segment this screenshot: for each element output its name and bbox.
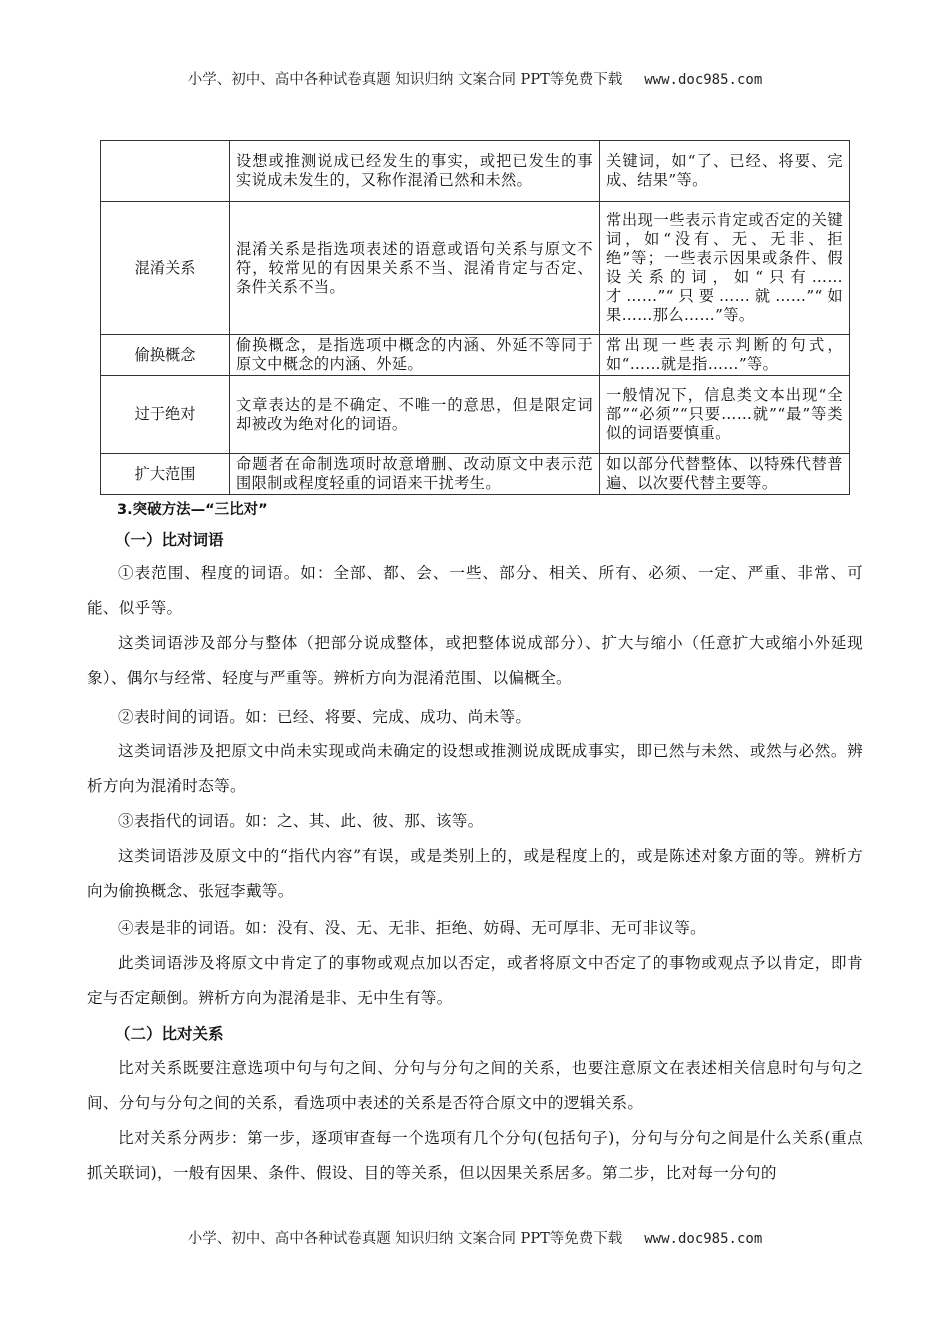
section-title: 3.突破方法—“三比对” [117, 502, 268, 518]
table-row [101, 376, 850, 454]
table-cell-desc: 混淆关系是指选项表述的语意或语句关系与原文不符，较常见的有因果关系不当、混淆肯定与否定、条件关系不当。 [230, 202, 600, 335]
comparison-table [100, 140, 850, 495]
subsection-title-relations: （二）比对关系 [115, 1025, 224, 1043]
table-cell-type [101, 141, 230, 202]
table-cell-type: 过于绝对 [101, 376, 230, 454]
paragraph: 这类词语涉及原文中的“指代内容”有误，或是类别上的，或是程度上的，或是陈述对象方面的等。辨析方向为偷换概念、张冠李戴等。 [87, 847, 863, 900]
table-cell-desc: 文章表达的是不确定、不唯一的意思，但是限定词却被改为绝对化的词语。 [230, 376, 600, 454]
table-cell-key: 关键词，如“了、已经、将要、完成、结果”等。 [600, 141, 850, 202]
paragraph: 这类词语涉及部分与整体（把部分说成整体，或把整体说成部分）、扩大与缩小（任意扩大或缩小外延现象）、偶尔与经常、轻度与严重等。辨析方向为混淆范围、以偏概全。 [87, 634, 863, 687]
header-url[interactable]: www.doc985.com [644, 72, 763, 88]
paragraph: 此类词语涉及将原文中肯定了的事物或观点加以否定，或者将原文中否定了的事物或观点予以肯定，即肯定与否定颠倒。辨析方向为混淆是非、无中生有等。 [87, 954, 863, 1007]
table-row [101, 141, 850, 202]
table-cell-desc: 设想或推测说成已经发生的事实，或把已发生的事实说成未发生的，又称作混淆已然和未然。 [230, 141, 600, 202]
header-text: 小学、初中、高中各种试卷真题 知识归纳 文案合同 PPT等免费下载 [187, 72, 623, 88]
footer-text: 小学、初中、高中各种试卷真题 知识归纳 文案合同 PPT等免费下载 [187, 1231, 623, 1247]
paragraph: ④表是非的词语。如：没有、没、无、无非、拒绝、妨碍、无可厚非、无可非议等。 [118, 919, 707, 937]
paragraph: 比对关系既要注意选项中句与句之间、分句与分句之间的关系，也要注意原文在表述相关信息时句与句之间、分句与分句之间的关系，看选项中表述的关系是否符合原文中的逻辑关系。 [87, 1059, 863, 1112]
table-cell-key: 一般情况下，信息类文本出现“全部”“必须”“只要……就”“最”等类似的词语要慎重。 [600, 376, 850, 454]
table-cell-type: 偷换概念 [101, 335, 230, 376]
paragraph: ③表指代的词语。如：之、其、此、彼、那、该等。 [118, 812, 484, 830]
page-header [0, 68, 950, 89]
table-row [101, 454, 850, 495]
paragraph: ①表范围、程度的词语。如：全部、都、会、一些、部分、相关、所有、必须、一定、严重、非常、可能、似乎等。 [87, 564, 863, 617]
page-footer [0, 1227, 950, 1248]
table-cell-type: 混淆关系 [101, 202, 230, 335]
subsection-title-words: （一）比对词语 [115, 531, 224, 549]
table-cell-key: 如以部分代替整体、以特殊代替普遍、以次要代替主要等。 [600, 454, 850, 495]
paragraph: 这类词语涉及把原文中尚未实现或尚未确定的设想或推测说成既成事实，即已然与未然、或然与必然。辨析方向为混淆时态等。 [87, 742, 863, 795]
table-cell-key: 常出现一些表示判断的句式，如“……就是指……”等。 [600, 335, 850, 376]
table-row [101, 335, 850, 376]
paragraph: ②表时间的词语。如：已经、将要、完成、成功、尚未等。 [118, 708, 532, 726]
table-row [101, 202, 850, 335]
table-cell-desc: 命题者在命制选项时故意增删、改动原文中表示范围限制或程度轻重的词语来干扰考生。 [230, 454, 600, 495]
table-cell-desc: 偷换概念，是指选项中概念的内涵、外延不等同于原文中概念的内涵、外延。 [230, 335, 600, 376]
paragraph: 比对关系分两步：第一步，逐项审查每一个选项有几个分句(包括句子)，分句与分句之间是什么关系(重点抓关联词)，一般有因果、条件、假设、目的等关系，但以因果关系居多。第二步，比对每一分句的 [87, 1129, 863, 1182]
table-cell-type: 扩大范围 [101, 454, 230, 495]
table-cell-key: 常出现一些表示肯定或否定的关键词，如“没有、无、无非、拒绝”等；一些表示因果或条件、假设关系的词，如“只有……才……”“只要……就……”“如果……那么……”等。 [600, 202, 850, 335]
footer-url[interactable]: www.doc985.com [644, 1231, 763, 1247]
